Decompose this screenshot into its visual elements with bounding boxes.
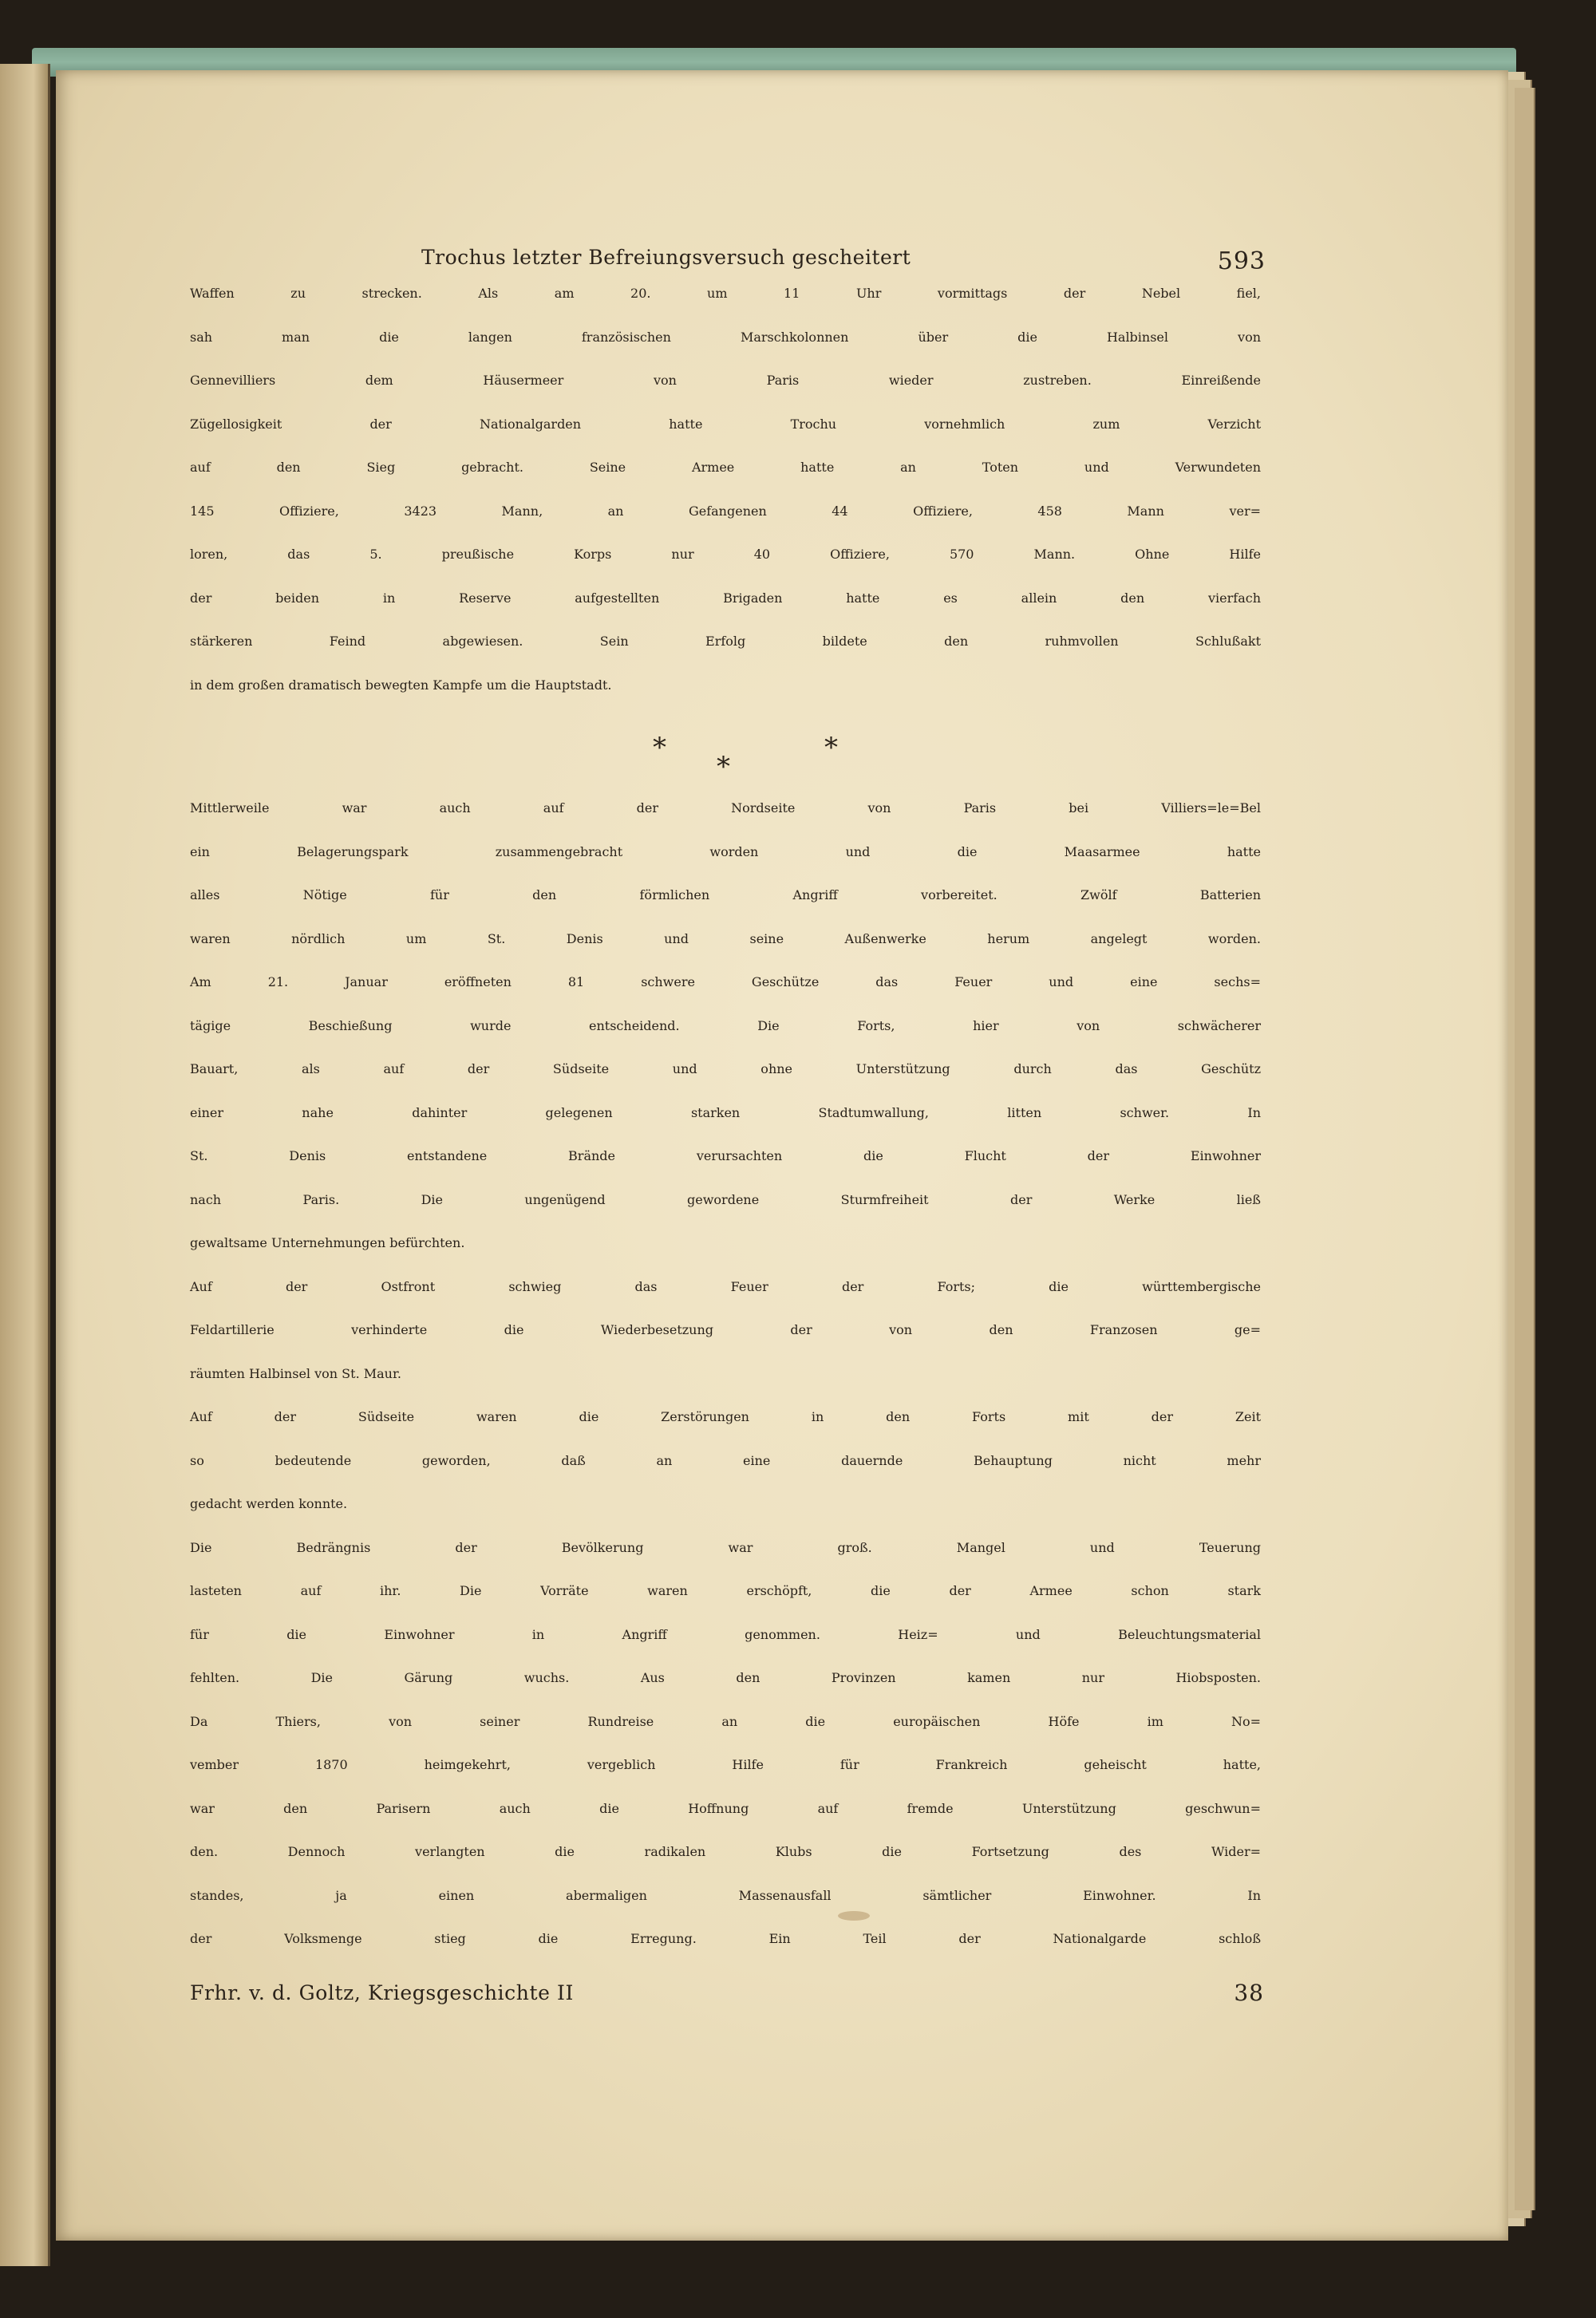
paragraph-6: [190, 1714, 1261, 1975]
paragraph-4: [190, 1409, 1261, 1540]
paragraph-5: [190, 1540, 1261, 1714]
text-line: der Volksmenge stieg die Erregung. Ein Teil der Nationalgarde schloß: [190, 1931, 1261, 1946]
text-line: Gennevilliers dem Häusermeer von Paris wieder zustreben. Einreißende: [190, 373, 1261, 388]
text-line: Zügellosigkeit der Nationalgarden hatte Trochu vornehmlich zum Verzicht: [190, 416, 1261, 432]
text-line: 145 Offiziere, 3423 Mann, an Gefangenen 44 Offiziere, 458 Mann ver=: [190, 503, 1261, 519]
text-line: fehlten. Die Gärung wuchs. Aus den Provinzen kamen nur Hiobsposten.: [190, 1670, 1261, 1685]
text-line: sah man die langen französischen Marschkolonnen über die Halbinsel von: [190, 329, 1261, 345]
paragraph-3: [190, 1279, 1261, 1410]
text-line: gewaltsame Unternehmungen befürchten.: [190, 1235, 465, 1250]
text-line: Die Bedrängnis der Bevölkerung war groß. Mangel und Teuerung: [190, 1539, 1261, 1555]
signature-mark: 38: [1234, 1979, 1264, 2006]
text-line: einer nahe dahinter gelegenen starken Stadtumwallung, litten schwer. In: [190, 1104, 1261, 1120]
text-line: für die Einwohner in Angriff genommen. Heiz= und Beleuchtungsmaterial: [190, 1626, 1261, 1642]
asterisk: *: [824, 732, 838, 764]
text-line: St. Denis entstandene Brände verursachten die Flucht der Einwohner: [190, 1148, 1261, 1163]
asterisk: *: [653, 732, 666, 764]
text-line: räumten Halbinsel von St. Maur.: [190, 1365, 401, 1381]
text-line: den. Dennoch verlangten die radikalen Klubs die Fortsetzung des Wider=: [190, 1844, 1261, 1859]
running-title: Trochus letzter Befreiungsversuch gescheitert: [421, 246, 911, 269]
text-line: Feldartillerie verhinderte die Wiederbesetzung der von den Franzosen ge=: [190, 1322, 1261, 1337]
page-stack-edge: [1515, 88, 1535, 2210]
text-line: vember 1870 heimgekehrt, vergeblich Hilfe für Frankreich geheischt hatte,: [190, 1757, 1261, 1772]
text-line: alles Nötige für den förmlichen Angriff vorbereitet. Zwölf Batterien: [190, 887, 1261, 902]
paper-stain: [838, 1911, 870, 1921]
text-line: so bedeutende geworden, daß an eine dauernde Behauptung nicht mehr: [190, 1452, 1261, 1468]
page-header: [190, 238, 1266, 286]
text-line: stärkeren Feind abgewiesen. Sein Erfolg bildete den ruhmvollen Schlußakt: [190, 634, 1261, 649]
text-line: Am 21. Januar eröffneten 81 schwere Geschütze das Feuer und eine sechs=: [190, 974, 1261, 989]
paragraph-2: [190, 800, 1261, 1279]
section-separator: [190, 721, 1261, 800]
text-line: Bauart, als auf der Südseite und ohne Unterstützung durch das Geschütz: [190, 1061, 1261, 1076]
text-line: ein Belagerungspark zusammengebracht worden und die Maasarmee hatte: [190, 843, 1261, 859]
text-line: in dem großen dramatisch bewegten Kampfe um die Hauptstadt.: [190, 677, 612, 693]
book-reference: Frhr. v. d. Goltz, Kriegsgeschichte II: [190, 1980, 574, 2004]
facing-page-edge: [0, 64, 50, 2266]
text-line: der beiden in Reserve aufgestellten Brigaden hatte es allein den vierfach: [190, 590, 1261, 606]
text-line: Da Thiers, von seiner Rundreise an die europäischen Höfe im No=: [190, 1713, 1261, 1729]
text-line: auf den Sieg gebracht. Seine Armee hatte an Toten und Verwundeten: [190, 460, 1261, 475]
text-line: lasteten auf ihr. Die Vorräte waren erschöpft, die der Armee schon stark: [190, 1583, 1261, 1598]
book-page: [56, 70, 1508, 2241]
page-content: [190, 238, 1266, 2020]
text-line: loren, das 5. preußische Korps nur 40 Offiziere, 570 Mann. Ohne Hilfe: [190, 547, 1261, 562]
paragraph-1: [190, 286, 1261, 721]
text-line: Mittlerweile war auch auf der Nordseite von Paris bei Villiers=le=Bel: [190, 800, 1261, 815]
text-line: standes, ja einen abermaligen Massenausfall sämtlicher Einwohner. In: [190, 1887, 1261, 1903]
text-line: waren nördlich um St. Denis und seine Außenwerke herum angelegt worden.: [190, 930, 1261, 946]
text-line: gedacht werden konnte.: [190, 1496, 348, 1511]
text-line: tägige Beschießung wurde entscheidend. Die Forts, hier von schwächerer: [190, 1017, 1261, 1033]
text-line: Waffen zu strecken. Als am 20. um 11 Uhr vormittags der Nebel fiel,: [190, 286, 1261, 301]
text-line: nach Paris. Die ungenügend gewordene Sturmfreiheit der Werke ließ: [190, 1191, 1261, 1207]
text-line: Auf der Südseite waren die Zerstörungen in den Forts mit der Zeit: [190, 1409, 1261, 1424]
page-number: 593: [1217, 247, 1266, 275]
page-footer: [190, 1979, 1264, 2020]
text-line: war den Parisern auch die Hoffnung auf fremde Unterstützung geschwun=: [190, 1800, 1261, 1816]
text-line: Auf der Ostfront schwieg das Feuer der Forts; die württembergische: [190, 1278, 1261, 1294]
asterisk: *: [717, 751, 730, 783]
